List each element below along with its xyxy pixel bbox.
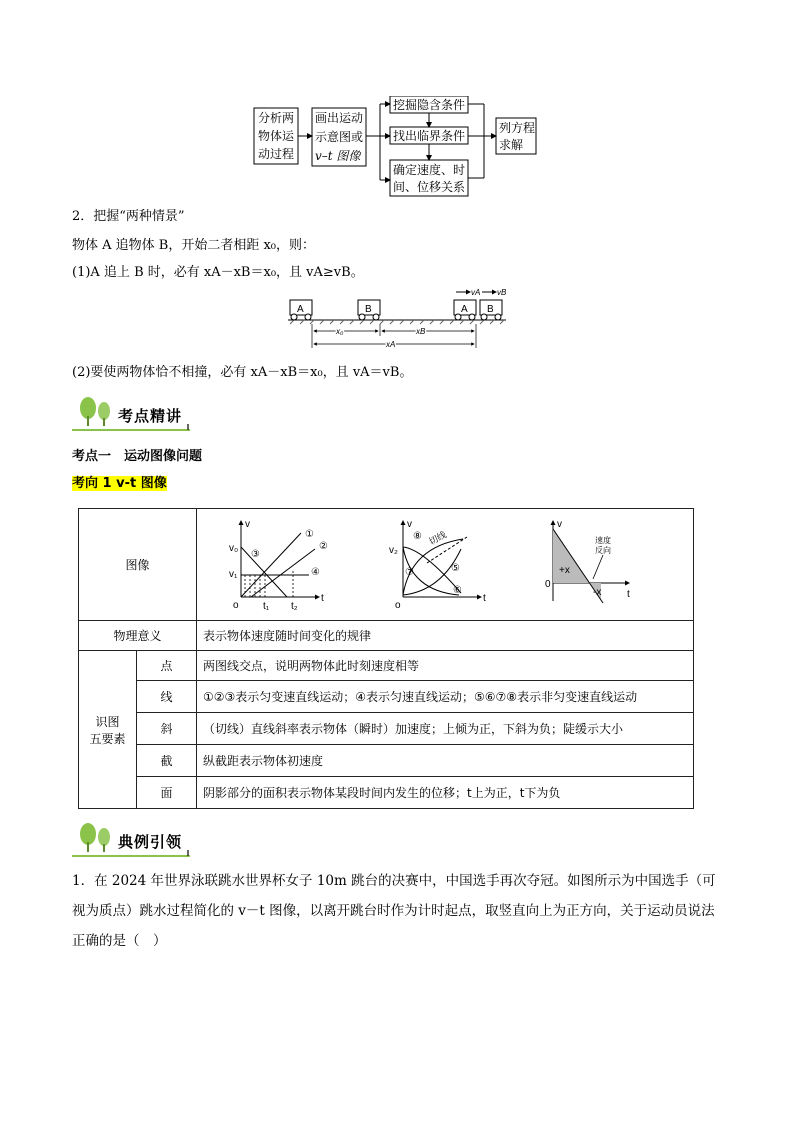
row-meaning-label: 物理意义 xyxy=(79,621,197,651)
xB-label: xB xyxy=(416,327,426,336)
svg-text:⑧: ⑧ xyxy=(413,531,422,542)
graph-3 xyxy=(545,519,630,603)
svg-text:v: v xyxy=(245,519,250,530)
table-row xyxy=(79,651,694,681)
flow-box1-line2: 物体运 xyxy=(258,129,295,143)
flow-box2-line3: v–t 图像 xyxy=(315,149,361,163)
flow-box1-line3: 动过程 xyxy=(258,147,295,161)
element-name: 线 xyxy=(137,681,197,713)
vA-label: vA xyxy=(471,288,481,297)
svg-text:反向: 反向 xyxy=(595,546,611,555)
table-row xyxy=(79,713,694,745)
svg-text:②: ② xyxy=(319,541,328,552)
question1-text: 1．在 2024 年世界泳联跳水世界杯女子 10m 跳台的决赛中，中国选手再次夺冠。如图所示为中国选手（可视为质点）跳水过程简化的 v－t 图像，以离开跳台时作为计时起点，取竖直向上为正方向，关于运动员说法正确的是（ ） xyxy=(72,873,716,949)
flow-box4-line1: 列方程 xyxy=(499,121,536,135)
svg-text:v₁: v₁ xyxy=(229,569,238,580)
table-row xyxy=(79,621,694,651)
vt-graph-table xyxy=(78,508,694,809)
block-b-start-label: B xyxy=(365,304,372,315)
svg-text:⑥: ⑥ xyxy=(453,585,462,596)
svg-text:t: t xyxy=(627,589,630,600)
vB-label: vB xyxy=(497,288,507,297)
flow-box2-line2: 示意图或 xyxy=(315,130,364,144)
svg-text:+x: +x xyxy=(559,565,570,576)
svg-text:v₀: v₀ xyxy=(229,543,239,554)
svg-text:v₂: v₂ xyxy=(389,545,398,556)
flow-box3b-label: 找出临界条件 xyxy=(393,129,466,143)
svg-text:速度: 速度 xyxy=(595,536,611,545)
svg-text:v: v xyxy=(407,519,412,530)
flow-box3c-line2: 间、位移关系 xyxy=(393,180,466,194)
block-b-end-label: B xyxy=(487,304,494,315)
xA-label: xA xyxy=(386,340,396,349)
element-name: 斜 xyxy=(137,713,197,745)
section2-intro: 物体 A 追物体 B，开始二者相距 x₀，则： xyxy=(72,238,316,253)
svg-text:①: ① xyxy=(305,529,314,540)
table-row xyxy=(79,509,694,621)
section2-case2: (2)要使两物体恰不相撞，必有 xA－xB＝x₀，且 vA＝vB。 xyxy=(72,365,413,380)
svg-text:t: t xyxy=(483,593,486,604)
element-name: 面 xyxy=(137,777,197,809)
flow-box3a-label: 挖掘隐含条件 xyxy=(393,98,466,112)
section2-case1: (1)A 追上 B 时，必有 xA－xB＝x₀，且 vA≥vB。 xyxy=(72,265,364,280)
flow-box3c-line1: 确定速度、时 xyxy=(393,163,466,177)
svg-text:切线: 切线 xyxy=(427,529,448,547)
svg-text:-x: -x xyxy=(593,587,602,598)
section-underline xyxy=(72,424,190,436)
element-desc: 纵截距表示物体初速度 xyxy=(197,745,694,777)
svg-text:⑤: ⑤ xyxy=(451,563,460,574)
chase-diagram xyxy=(282,286,512,350)
table-row xyxy=(79,745,694,777)
kaoxiang1-label: 考向 1 v-t 图像 xyxy=(72,476,167,491)
element-name: 截 xyxy=(137,745,197,777)
section-dianli-title: 典例引领 xyxy=(118,833,183,851)
block-a-end-label: A xyxy=(461,304,468,315)
svg-text:t₁: t₁ xyxy=(263,601,270,612)
svg-text:⑦: ⑦ xyxy=(405,567,414,578)
flow-box2-line1: 画出运动 xyxy=(315,111,364,125)
svg-text:v: v xyxy=(557,519,562,530)
element-desc: 阴影部分的面积表示物体某段时间内发生的位移；t上为正，t下为负 xyxy=(197,777,694,809)
svg-text:③: ③ xyxy=(251,549,260,560)
graph-2 xyxy=(389,519,486,611)
element-desc: ①②③表示匀变速直线运动；④表示匀速直线运动；⑤⑥⑦⑧表示非匀变速直线运动 xyxy=(197,681,694,713)
graph-1 xyxy=(229,519,328,612)
five-elements-label: 识图 五要素 xyxy=(79,651,137,809)
element-desc: 两图线交点，说明两物体此时刻速度相等 xyxy=(197,651,694,681)
svg-text:t: t xyxy=(321,593,324,604)
section2-heading: 2．把握“两种情景” xyxy=(72,209,185,224)
svg-text:o: o xyxy=(395,600,401,611)
svg-text:④: ④ xyxy=(311,567,320,578)
kaodian1-title: 考点一 运动图像问题 xyxy=(72,449,203,464)
analysis-flowchart xyxy=(250,96,550,200)
flow-box1-line1: 分析两 xyxy=(258,111,295,125)
row-meaning-value: 表示物体速度随时间变化的规律 xyxy=(197,621,694,651)
svg-text:t₂: t₂ xyxy=(291,601,298,612)
block-a-start-label: A xyxy=(297,304,304,315)
section-kaodian-title: 考点精讲 xyxy=(118,407,183,425)
svg-text:o: o xyxy=(233,600,239,611)
vt-graphs xyxy=(197,509,691,617)
element-name: 点 xyxy=(137,651,197,681)
flow-box4-line2: 求解 xyxy=(499,138,524,152)
element-desc: （切线）直线斜率表示物体（瞬时）加速度；上倾为正，下斜为负；陡缓示大小 xyxy=(197,713,694,745)
svg-text:0: 0 xyxy=(545,579,551,590)
row-image-label: 图像 xyxy=(79,509,197,621)
x0-label: x₀ xyxy=(336,327,344,336)
section-underline xyxy=(72,850,190,862)
table-row xyxy=(79,681,694,713)
table-row xyxy=(79,777,694,809)
